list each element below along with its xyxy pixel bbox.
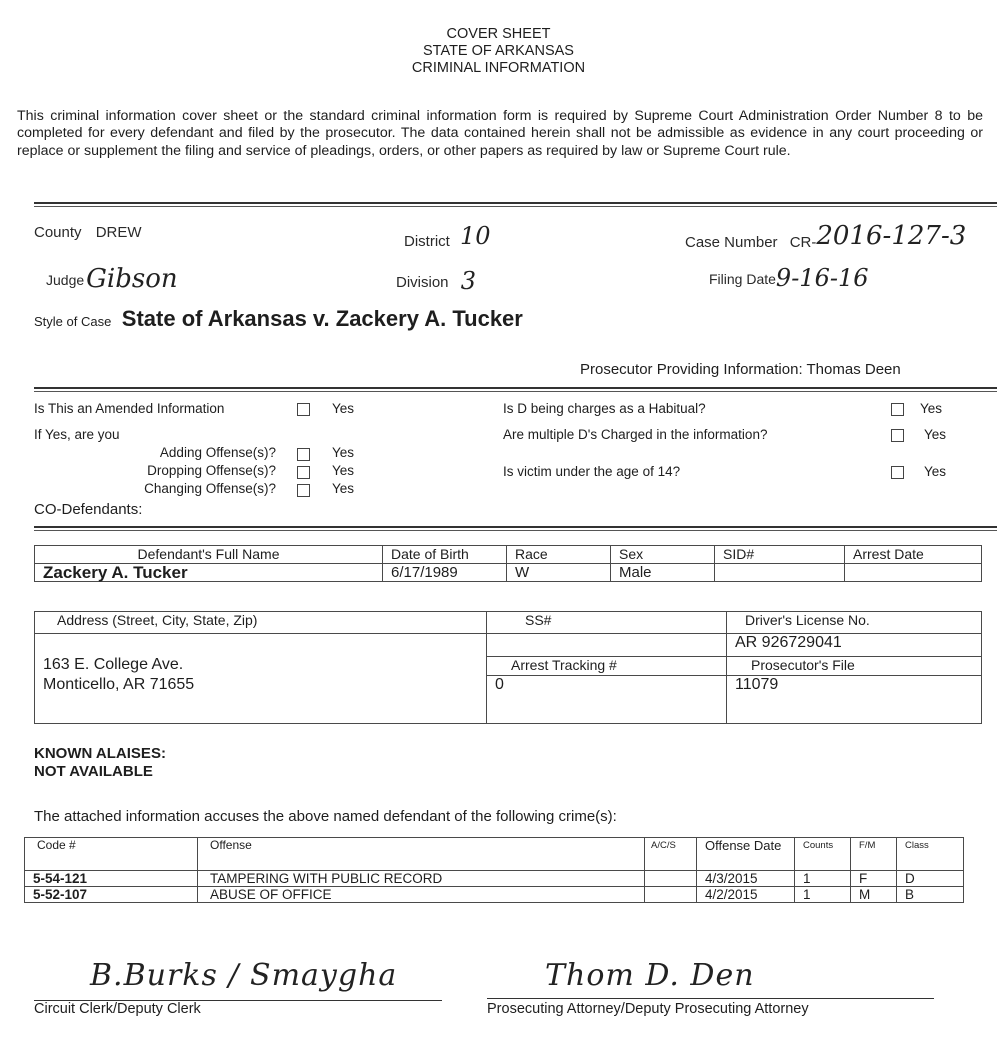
yes-label: Yes — [924, 427, 947, 442]
victim-age-question: Is victim under the age of 14? — [503, 464, 681, 479]
judge-field: JudgeGibson — [46, 264, 178, 294]
dl-label: Driver's License No. — [727, 612, 982, 634]
title-line-3: CRIMINAL INFORMATION — [411, 60, 586, 76]
offense-fm[interactable]: F — [851, 871, 897, 887]
prosecutor-signature-line — [487, 998, 934, 999]
changing-checkbox[interactable] — [297, 484, 310, 497]
header-code: Code # — [25, 838, 198, 871]
header-race: Race — [507, 546, 611, 564]
offense-name[interactable]: ABUSE OF OFFICE — [198, 887, 645, 903]
pf-label: Prosecutor's File — [727, 657, 982, 676]
style-of-case-value[interactable]: State of Arkansas v. Zackery A. Tucker — [121, 306, 523, 331]
offense-acs[interactable] — [645, 887, 697, 903]
title-line-2: STATE OF ARKANSAS — [423, 43, 574, 59]
offense-fm[interactable]: M — [851, 887, 897, 903]
address-value[interactable] — [35, 634, 487, 724]
offense-class[interactable]: B — [897, 887, 964, 903]
case-number-field: Case Number CR-2016-127-3 — [685, 221, 967, 251]
header-full-name: Defendant's Full Name — [35, 546, 383, 564]
intro-paragraph: This criminal information cover sheet or the standard criminal information form is required by Supreme Court Administration Order Number 8 to be completed for every defendant and filed by the prosecutor. The data contained herein shall not be admissible as evidence in any court proceeding or replace or supplement the filing and service of pleadings, orders, or other papers as required by law or Supreme Court rule. — [17, 108, 983, 159]
division-field: Division 3 — [396, 267, 476, 295]
offense-class[interactable]: D — [897, 871, 964, 887]
habitual-checkbox[interactable] — [891, 403, 904, 416]
header-arrest-date: Arrest Date — [845, 546, 982, 564]
prosecutor-signature[interactable]: Thom D. Den — [545, 958, 755, 993]
county-value[interactable]: DREW — [95, 224, 142, 241]
case-number-value[interactable]: 2016-127-3 — [816, 221, 967, 251]
divider — [34, 387, 997, 392]
district-field: District 10 — [404, 222, 491, 250]
offense-table — [24, 837, 964, 903]
filing-date-field: Filing Date9-16-16 — [709, 264, 869, 292]
clerk-signature[interactable]: B.Burks / Smaygha — [90, 958, 398, 993]
offense-counts[interactable]: 1 — [795, 871, 851, 887]
header-counts: Counts — [795, 838, 851, 871]
offense-code[interactable]: 5-54-121 — [25, 871, 198, 887]
offense-row — [25, 871, 964, 887]
defendant-race[interactable]: W — [507, 564, 611, 582]
prosecutor-field: Prosecutor Providing Information: Thomas Deen — [580, 361, 901, 378]
prosecutor-label: Prosecuting Attorney/Deputy Prosecuting Attorney — [487, 1001, 809, 1017]
habitual-question: Is D being charges as a Habitual? — [503, 401, 706, 416]
header-dob: Date of Birth — [383, 546, 507, 564]
victim-age-checkbox[interactable] — [891, 466, 904, 479]
defendant-header-row — [35, 546, 982, 564]
judge-value[interactable]: Gibson — [86, 264, 178, 294]
adding-question: Adding Offense(s)? — [159, 445, 276, 460]
if-yes-label: If Yes, are you — [34, 427, 120, 442]
dl-value[interactable]: AR 926729041 — [727, 634, 982, 657]
offense-date[interactable]: 4/2/2015 — [697, 887, 795, 903]
address-table — [34, 611, 982, 724]
divider — [34, 202, 997, 207]
multiple-defendants-question: Are multiple D's Charged in the information? — [503, 427, 768, 442]
adding-checkbox[interactable] — [297, 448, 310, 461]
clerk-label: Circuit Clerk/Deputy Clerk — [34, 1001, 201, 1017]
header-fm: F/M — [851, 838, 897, 871]
dropping-question: Dropping Offense(s)? — [147, 463, 276, 478]
header-sid: SID# — [715, 546, 845, 564]
offenses-intro: The attached information accuses the above named defendant of the following crime(s): — [34, 808, 617, 825]
district-value[interactable]: 10 — [460, 222, 491, 250]
defendant-table — [34, 545, 982, 582]
offense-header-row — [25, 838, 964, 871]
changing-question: Changing Offense(s)? — [144, 481, 276, 496]
form-title — [0, 26, 997, 77]
yes-label: Yes — [924, 464, 947, 479]
aliases-label: KNOWN ALAISES: — [34, 745, 166, 762]
defendant-arrest-date[interactable] — [845, 564, 982, 582]
offense-code[interactable]: 5-52-107 — [25, 887, 198, 903]
header-offense-date: Offense Date — [697, 838, 795, 871]
style-of-case-field: Style of Case State of Arkansas v. Zackery A. Tucker — [34, 306, 523, 331]
filing-date-value[interactable]: 9-16-16 — [775, 264, 869, 292]
aliases-value: NOT AVAILABLE — [34, 763, 153, 780]
header-class: Class — [897, 838, 964, 871]
prosecutor-value: Thomas Deen — [806, 361, 901, 378]
yes-label: Yes — [920, 401, 943, 416]
amended-question: Is This an Amended Information — [34, 401, 225, 416]
yes-label: Yes — [332, 445, 355, 460]
defendant-sex[interactable]: Male — [611, 564, 715, 582]
offense-date[interactable]: 4/3/2015 — [697, 871, 795, 887]
header-offense: Offense — [198, 838, 645, 871]
multiple-defendants-checkbox[interactable] — [891, 429, 904, 442]
offense-name[interactable]: TAMPERING WITH PUBLIC RECORD — [198, 871, 645, 887]
atn-value[interactable]: 0 — [487, 676, 727, 724]
offense-acs[interactable] — [645, 871, 697, 887]
county-field: County DREW — [34, 224, 142, 241]
defendant-dob[interactable]: 6/17/1989 — [383, 564, 507, 582]
yes-label: Yes — [332, 463, 355, 478]
header-sex: Sex — [611, 546, 715, 564]
aliases-section — [34, 745, 166, 781]
offense-row — [25, 887, 964, 903]
yes-label: Yes — [332, 481, 355, 496]
pf-value[interactable]: 11079 — [727, 676, 982, 724]
address-line-2: Monticello, AR 71655 — [43, 676, 195, 693]
amended-checkbox[interactable] — [297, 403, 310, 416]
title-line-1: COVER SHEET — [446, 26, 551, 42]
header-acs: A/C/S — [645, 838, 697, 871]
yes-label: Yes — [332, 401, 355, 416]
dropping-checkbox[interactable] — [297, 466, 310, 479]
ss-value[interactable] — [487, 634, 727, 657]
ss-label: SS# — [487, 612, 727, 634]
defendant-name[interactable]: Zackery A. Tucker — [35, 564, 383, 582]
defendant-row — [35, 564, 982, 582]
division-value[interactable]: 3 — [460, 267, 476, 295]
atn-label: Arrest Tracking # — [487, 657, 727, 676]
co-defendants-label: CO-Defendants: — [34, 501, 143, 518]
address-label: Address (Street, City, State, Zip) — [35, 612, 487, 634]
offense-counts[interactable]: 1 — [795, 887, 851, 903]
divider — [34, 526, 997, 531]
address-line-1: 163 E. College Ave. — [43, 656, 184, 673]
defendant-sid[interactable] — [715, 564, 845, 582]
